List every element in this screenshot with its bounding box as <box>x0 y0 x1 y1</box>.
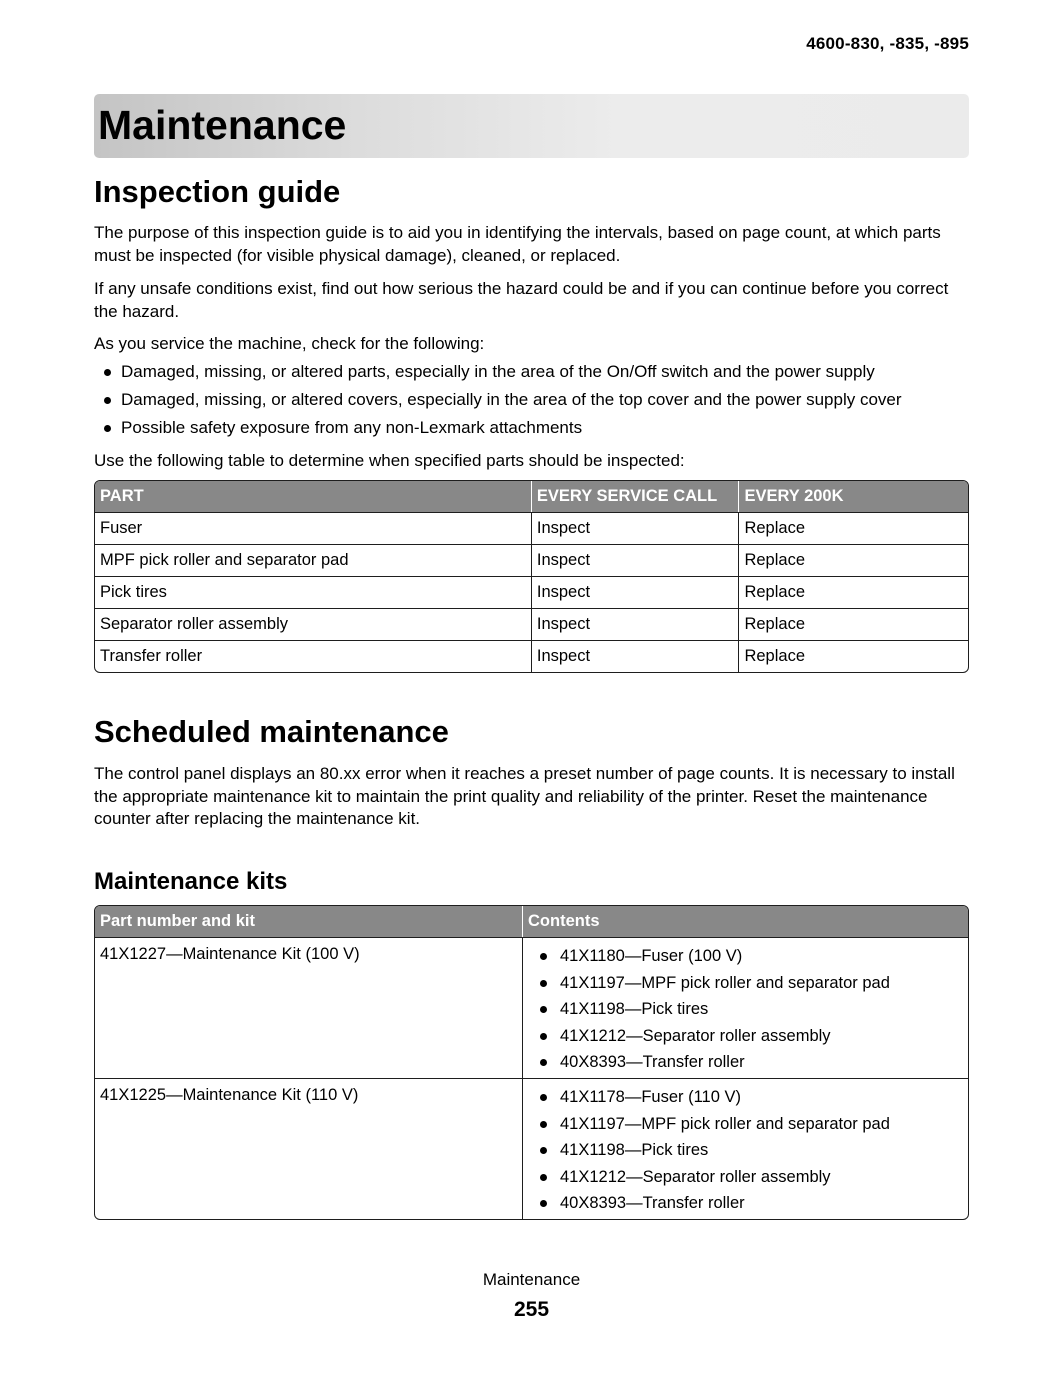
service-call-cell: Inspect <box>531 608 739 640</box>
table-row <box>95 608 968 640</box>
kit-content-item: 41X1180—Fuser (100 V) <box>534 945 963 972</box>
chapter-title: Maintenance <box>98 102 347 148</box>
kit-cell: 41X1225—Maintenance Kit (110 V) <box>95 1078 522 1219</box>
service-call-cell: Inspect <box>531 576 739 608</box>
checklist-item: Damaged, missing, or altered parts, especially in the area of the On/Off switch and the power supply <box>94 361 902 389</box>
part-cell: Transfer roller <box>95 640 531 672</box>
model-header: 4600-830, -835, -895 <box>806 34 969 53</box>
kit-content-item: 41X1198—Pick tires <box>534 1139 963 1166</box>
contents-cell <box>522 1078 968 1219</box>
unsafe-conditions-paragraph: If any unsafe conditions exist, find out how serious the hazard could be and if you can continue before you correct the hazard. <box>94 279 949 321</box>
kit-content-item: 40X8393—Transfer roller <box>534 1192 963 1219</box>
inspection-purpose-paragraph: The purpose of this inspection guide is to aid you in identifying the intervals, based on page count, at which parts must be inspected (for visible physical damage), cleaned, or replaced. <box>94 223 941 265</box>
table-row <box>95 937 968 1078</box>
service-call-cell: Inspect <box>531 544 739 576</box>
kit-content-item: 41X1197—MPF pick roller and separator pad <box>534 972 963 999</box>
table-header-row <box>95 906 968 937</box>
kit-content-item: 41X1212—Separator roller assembly <box>534 1025 963 1052</box>
every-200k-cell: Replace <box>738 576 968 608</box>
part-cell: MPF pick roller and separator pad <box>95 544 531 576</box>
service-check-intro: As you service the machine, check for the following: <box>94 334 485 353</box>
footer-section-label: Maintenance <box>482 1270 581 1289</box>
kit-content-item: 41X1212—Separator roller assembly <box>534 1166 963 1193</box>
part-cell: Pick tires <box>95 576 531 608</box>
page-number: 255 <box>513 1298 550 1321</box>
service-call-cell: Inspect <box>531 640 739 672</box>
table-row <box>95 512 968 544</box>
chapter-banner <box>94 94 969 158</box>
maintenance-kits-table <box>94 905 969 1220</box>
column-header-every-200k: EVERY 200K <box>738 481 968 512</box>
column-header-part-number-and-kit: Part number and kit <box>95 906 522 937</box>
column-header-part: PART <box>95 481 531 512</box>
every-200k-cell: Replace <box>738 544 968 576</box>
checklist-item: Damaged, missing, or altered covers, especially in the area of the top cover and the power supply cover <box>94 389 902 417</box>
table-row <box>95 1078 968 1219</box>
kit-content-item: 41X1197—MPF pick roller and separator pad <box>534 1113 963 1140</box>
service-call-cell: Inspect <box>531 512 739 544</box>
service-checklist <box>94 361 902 445</box>
column-header-every-service-call: EVERY SERVICE CALL <box>531 481 739 512</box>
contents-cell <box>522 937 968 1078</box>
table-header-row <box>95 481 968 512</box>
every-200k-cell: Replace <box>738 640 968 672</box>
kit-content-item: 41X1178—Fuser (110 V) <box>534 1086 963 1113</box>
kit-content-item: 41X1198—Pick tires <box>534 998 963 1025</box>
every-200k-cell: Replace <box>738 512 968 544</box>
table-row <box>95 640 968 672</box>
checklist-item: Possible safety exposure from any non-Lexmark attachments <box>94 417 902 445</box>
table-row <box>95 544 968 576</box>
scheduled-maintenance-heading: Scheduled maintenance <box>94 714 449 749</box>
inspection-table <box>94 480 969 673</box>
maintenance-kits-heading: Maintenance kits <box>94 868 288 895</box>
table-row <box>95 576 968 608</box>
part-cell: Fuser <box>95 512 531 544</box>
kit-contents-list <box>528 1086 963 1219</box>
kit-cell: 41X1227—Maintenance Kit (100 V) <box>95 937 522 1078</box>
inspection-guide-heading: Inspection guide <box>94 174 341 209</box>
scheduled-maintenance-paragraph: The control panel displays an 80.xx error when it reaches a preset number of page counts. It is necessary to install the appropriate maintenance kit to maintain the print quality and reliability of the printer. Reset the maintenance counter after replacing the maintenance kit. <box>94 764 955 828</box>
table-intro-paragraph: Use the following table to determine when specified parts should be inspected: <box>94 451 685 470</box>
every-200k-cell: Replace <box>738 608 968 640</box>
kit-content-item: 40X8393—Transfer roller <box>534 1051 963 1078</box>
column-header-contents: Contents <box>522 906 968 937</box>
part-cell: Separator roller assembly <box>95 608 531 640</box>
kit-contents-list <box>528 945 963 1078</box>
